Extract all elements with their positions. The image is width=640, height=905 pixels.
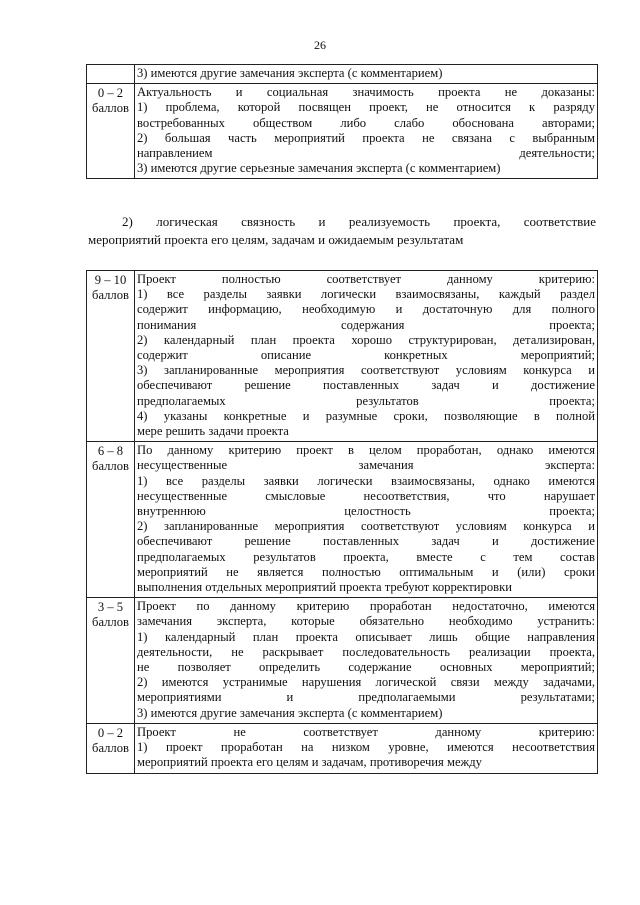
criteria-description	[135, 598, 598, 724]
criteria-row	[87, 723, 598, 773]
score-range: 0 – 2	[97, 725, 124, 740]
criteria-row	[87, 442, 598, 598]
score-unit: баллов	[92, 459, 129, 474]
description-line: содержит описание конкретных мероприятий;	[137, 348, 595, 363]
criterion-heading-line-1: 2) логическая связность и реализуемость проекта, соответствие	[122, 214, 596, 229]
description-line: 4) указаны конкретные и разумные сроки, позволяющие в полной	[137, 408, 595, 423]
score-cell	[87, 271, 135, 442]
description-line: 1) календарный план проекта описывает лишь общие направления	[137, 629, 595, 644]
description-line: мероприятий проекта его целям и задачам, противоречия между	[137, 755, 482, 770]
score-range: 9 – 10	[94, 273, 127, 287]
description-line: не позволяет определить содержание основных мероприятий;	[137, 660, 595, 675]
description-line: обеспечивают решение поставленных задач и достижение	[137, 378, 595, 393]
description-line: 3) имеются другие замечания эксперта (с комментарием)	[137, 66, 443, 80]
score-unit: баллов	[92, 101, 129, 116]
criteria-description	[135, 84, 598, 179]
description-line: внутреннюю целостность проекта;	[137, 504, 595, 519]
description-line: предполагаемых результатов проекта, вместе с тем состав	[137, 549, 595, 564]
description-line: содержит информацию, необходимую и достаточную для полного	[137, 302, 595, 317]
description-line: 3) имеются другие серьезные замечания эксперта (с комментарием)	[137, 161, 501, 176]
description-line: Актуальность и социальная значимость проекта не доказаны:	[137, 85, 595, 100]
criteria-row	[87, 65, 598, 84]
description-line: 2) календарный план проекта хорошо структурирован, детализирован,	[137, 332, 595, 347]
description-line: 1) все разделы заявки логически взаимосвязаны, каждый раздел	[137, 287, 595, 302]
score-range: 0 – 2	[97, 86, 124, 101]
description-line: деятельности, не раскрывает последовательность реализации проекта,	[137, 644, 595, 659]
description-line: 2) имеются устранимые нарушения логической связи между задачами,	[137, 675, 595, 690]
description-line: мероприятий не является полностью оптимальным и (или) сроки	[137, 564, 595, 579]
score-unit: баллов	[92, 288, 129, 303]
score-cell	[87, 65, 135, 84]
score-cell	[87, 442, 135, 598]
score-unit: баллов	[92, 615, 129, 630]
criterion-heading	[88, 213, 596, 249]
score-range: 6 – 8	[97, 444, 124, 459]
criteria-row	[87, 598, 598, 724]
description-line: По данному критерию проект в целом проработан, однако имеются	[137, 443, 595, 458]
description-line: замечания эксперта, которые обязательно необходимо устранить:	[137, 614, 595, 629]
description-line: Проект полностью соответствует данному критерию:	[137, 272, 595, 286]
description-line: 1) проблема, которой посвящен проект, не относится к разряду	[137, 100, 595, 115]
description-line: Проект не соответствует данному критерию:	[137, 724, 595, 739]
criteria-row	[87, 84, 598, 179]
criteria-table-main	[86, 270, 598, 774]
description-line: Проект по данному критерию проработан недостаточно, имеются	[137, 599, 595, 614]
score-cell	[87, 723, 135, 773]
description-line: востребованных обществом либо слабо обоснована авторами;	[137, 115, 595, 130]
description-line: понимания содержания проекта;	[137, 317, 595, 332]
description-line: 2) большая часть мероприятий проекта не связана с выбранным	[137, 130, 595, 145]
score-range: 3 – 5	[97, 600, 124, 615]
description-line: предполагаемых результатов проекта;	[137, 393, 595, 408]
criteria-description	[135, 271, 598, 442]
description-line: направлением деятельности;	[137, 146, 595, 161]
criterion-heading-line-2: мероприятий проекта его целям, задачам и ожидаемым результатам	[88, 232, 464, 247]
description-line: мере решить задачи проекта	[137, 424, 289, 439]
criteria-row	[87, 271, 598, 442]
page-number: 26	[314, 38, 326, 52]
description-line: несущественные замечания эксперта:	[137, 458, 595, 473]
criteria-table-top	[86, 64, 598, 179]
description-line: 1) проект проработан на низком уровне, имеются несоответствия	[137, 740, 595, 755]
description-line: 3) имеются другие замечания эксперта (с комментарием)	[137, 705, 443, 720]
description-line: 1) все разделы заявки логически взаимосвязаны, однако имеются	[137, 473, 595, 488]
description-line: выполнения отдельных мероприятий проекта требуют корректировки	[137, 580, 512, 595]
criteria-description	[135, 442, 598, 598]
score-cell	[87, 84, 135, 179]
criteria-description	[135, 723, 598, 773]
description-line: обеспечивают решение поставленных задач и достижение	[137, 534, 595, 549]
description-line: 2) запланированные мероприятия соответствуют условиям конкурса и	[137, 519, 595, 534]
description-line: мероприятиями и предполагаемыми результатами;	[137, 690, 595, 705]
criteria-description	[135, 65, 598, 84]
score-cell	[87, 598, 135, 724]
description-line: 3) запланированные мероприятия соответствуют условиям конкурса и	[137, 363, 595, 378]
description-line: несущественные смысловые несоответствия, что нарушает	[137, 488, 595, 503]
score-unit: баллов	[92, 741, 129, 756]
